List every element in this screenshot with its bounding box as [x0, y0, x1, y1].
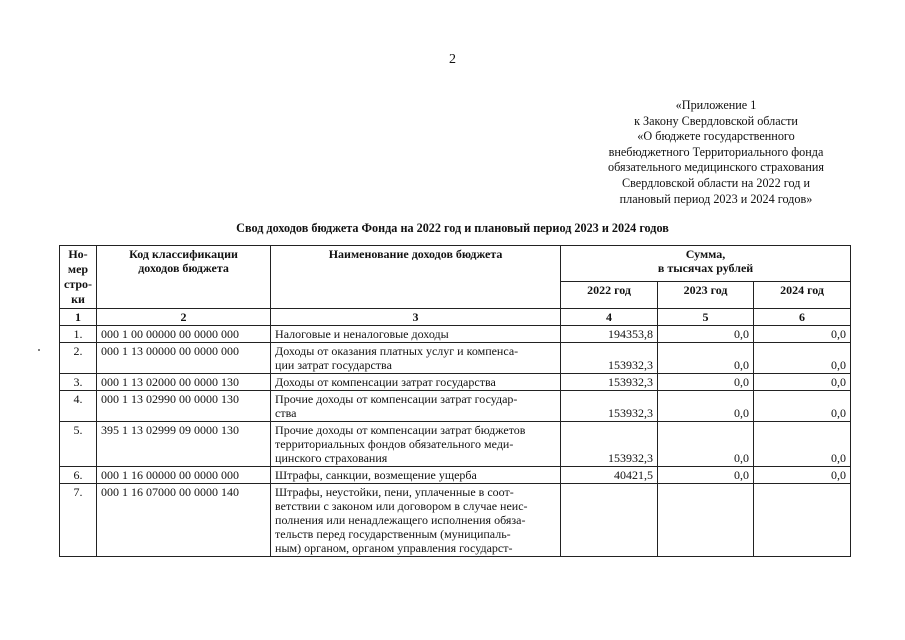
row-name-line: Доходы от компенсации затрат государства	[275, 375, 496, 389]
header-text: мер	[67, 262, 89, 276]
header-year-2024: 2024 год	[754, 281, 851, 308]
row-number: 4.	[60, 391, 97, 422]
header-text: доходов бюджета	[138, 261, 229, 275]
row-name	[271, 343, 561, 374]
row-name-line: ветствии с законом или договором в случае неис-	[275, 499, 528, 513]
row-name-line: цинского страхования	[275, 451, 388, 465]
table-header-row	[60, 246, 851, 282]
header-text: Но-	[68, 247, 88, 261]
row-name	[271, 391, 561, 422]
row-code: 000 1 13 00000 00 0000 000	[97, 343, 271, 374]
table-row	[60, 484, 851, 557]
column-number: 1	[60, 309, 97, 326]
row-name-line: ции затрат государства	[275, 358, 392, 372]
row-value-2023: 0,0	[658, 343, 754, 374]
header-sum	[561, 246, 851, 282]
row-number: 2.	[60, 343, 97, 374]
row-name-line: Штрафы, неустойки, пени, уплаченные в соот-	[275, 485, 514, 499]
row-name	[271, 484, 561, 557]
row-name-line: Прочие доходы от компенсации затрат бюджетов	[275, 423, 526, 437]
row-value-2022: 153932,3	[561, 422, 658, 467]
row-value-2022: 153932,3	[561, 391, 658, 422]
row-name	[271, 422, 561, 467]
row-name-line: тельств перед государственным (муниципаль-	[275, 527, 511, 541]
row-code: 000 1 00 00000 00 0000 000	[97, 326, 271, 343]
row-name	[271, 374, 561, 391]
row-number: 7.	[60, 484, 97, 557]
header-code	[97, 246, 271, 309]
header-text: ки	[71, 292, 85, 306]
row-name-line: Штрафы, санкции, возмещение ущерба	[275, 468, 477, 482]
row-number: 5.	[60, 422, 97, 467]
row-value-2023: 0,0	[658, 391, 754, 422]
row-value-2023: 0,0	[658, 467, 754, 484]
row-code: 000 1 16 07000 00 0000 140	[97, 484, 271, 557]
row-code: 000 1 13 02990 00 0000 130	[97, 391, 271, 422]
annex-line: внебюджетного Территориального фонда	[608, 144, 824, 159]
column-number: 6	[754, 309, 851, 326]
row-value-2023: 0,0	[658, 422, 754, 467]
column-number: 3	[271, 309, 561, 326]
row-value-2024: 0,0	[754, 391, 851, 422]
table-row	[60, 343, 851, 374]
row-name-line: Доходы от оказания платных услуг и компенса-	[275, 344, 519, 358]
row-name-line: Налоговые и неналоговые доходы	[275, 327, 449, 341]
annex-line: к Закону Свердловской области	[634, 113, 798, 128]
row-number: 3.	[60, 374, 97, 391]
row-value-2022: 40421,5	[561, 467, 658, 484]
row-value-2023	[658, 484, 754, 557]
header-text: Сумма,	[685, 247, 726, 261]
row-name-line: ным) органом, органом управления государст-	[275, 541, 513, 555]
header-text: Наименование доходов бюджета	[328, 247, 503, 261]
row-value-2022: 153932,3	[561, 343, 658, 374]
annex-line: «О бюджете государственного	[637, 129, 795, 144]
row-name-line: полнения или ненадлежащего исполнения обяза-	[275, 513, 526, 527]
row-value-2022: 194353,8	[561, 326, 658, 343]
row-value-2022: 153932,3	[561, 374, 658, 391]
row-value-2023: 0,0	[658, 374, 754, 391]
table-row	[60, 326, 851, 343]
row-value-2024: 0,0	[754, 422, 851, 467]
row-number: 6.	[60, 467, 97, 484]
row-code: 000 1 13 02000 00 0000 130	[97, 374, 271, 391]
column-number: 2	[97, 309, 271, 326]
revenue-table	[59, 245, 851, 557]
row-name	[271, 326, 561, 343]
column-number-row	[60, 309, 851, 326]
row-value-2024: 0,0	[754, 374, 851, 391]
annex-line: обязательного медицинского страхования	[608, 160, 824, 175]
annex-line: Свердловской области на 2022 год и	[622, 175, 810, 190]
row-value-2024: 0,0	[754, 467, 851, 484]
header-year-2023: 2023 год	[658, 281, 754, 308]
row-name-line: ства	[275, 406, 297, 420]
row-value-2024: 0,0	[754, 326, 851, 343]
column-number: 4	[561, 309, 658, 326]
row-code: 395 1 13 02999 09 0000 130	[97, 422, 271, 467]
header-text: в тысячах рублей	[657, 261, 754, 275]
column-number: 5	[658, 309, 754, 326]
row-name-line: Прочие доходы от компенсации затрат государ-	[275, 392, 518, 406]
header-year-2022: 2022 год	[561, 281, 658, 308]
header-row-number	[60, 246, 97, 309]
table-row	[60, 467, 851, 484]
row-name-line: территориальных фондов обязательного меди-	[275, 437, 514, 451]
row-value-2022	[561, 484, 658, 557]
annex-line: «Приложение 1	[675, 98, 757, 112]
table-row	[60, 374, 851, 391]
table-row	[60, 391, 851, 422]
table-row	[60, 422, 851, 467]
annex-line: плановый период 2023 и 2024 годов»	[619, 191, 813, 206]
row-value-2024: 0,0	[754, 343, 851, 374]
header-text: Код классификации	[129, 247, 238, 261]
row-value-2024	[754, 484, 851, 557]
header-name	[271, 246, 561, 309]
header-text: стро-	[64, 277, 93, 291]
annex-note	[585, 98, 847, 207]
row-number: 1.	[60, 326, 97, 343]
document-title: Свод доходов бюджета Фонда на 2022 год и плановый период 2023 и 2024 годов	[236, 221, 669, 235]
page-number: 2	[449, 52, 456, 67]
scan-speck	[38, 349, 40, 351]
row-value-2023: 0,0	[658, 326, 754, 343]
row-name	[271, 467, 561, 484]
row-code: 000 1 16 00000 00 0000 000	[97, 467, 271, 484]
